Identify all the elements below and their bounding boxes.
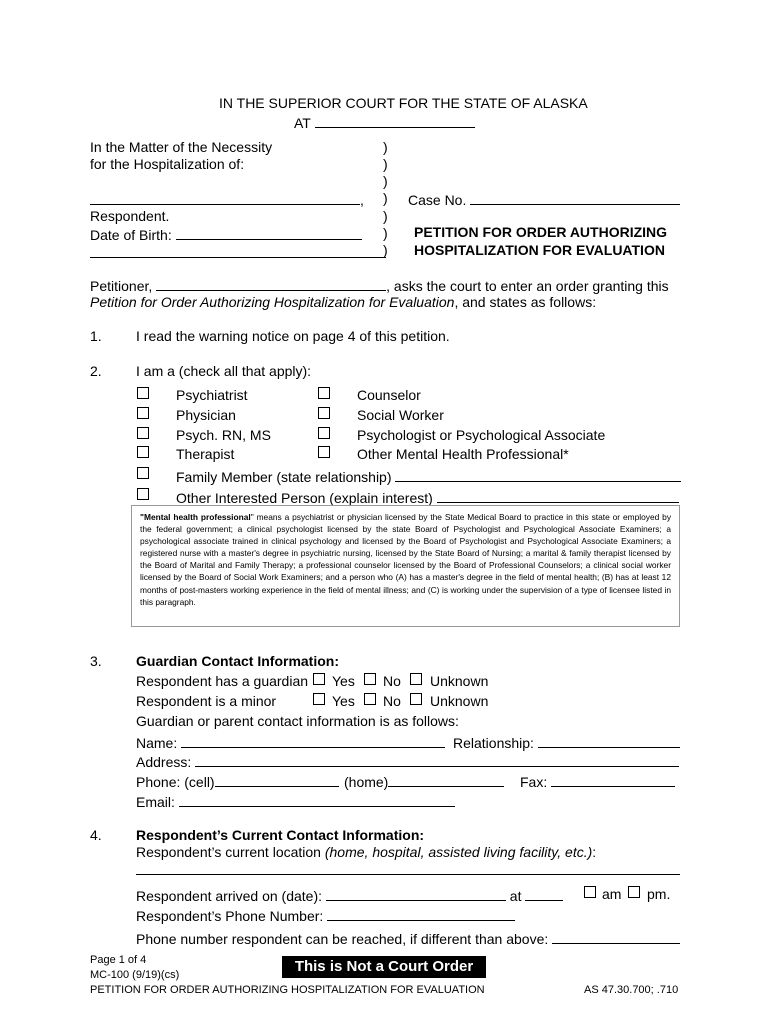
paren: ) [383,190,388,206]
guardian-unknown-checkbox[interactable] [410,673,422,685]
case-no-label: Case No. [408,192,467,208]
has-guardian-label: Respondent has a guardian [136,673,309,689]
item-4-number: 4. [90,827,102,843]
is-minor-label: Respondent is a minor [136,693,277,709]
dob-field[interactable] [176,225,362,240]
psych-rn-checkbox[interactable] [137,427,149,439]
minor-unknown-checkbox[interactable] [410,693,422,705]
respondent-name-field[interactable] [90,190,360,205]
respondent-location-field[interactable] [136,860,680,875]
guardian-email-field[interactable] [179,792,455,807]
arrived-date-field[interactable] [326,886,506,901]
paren: ) [383,139,388,155]
fax-label: Fax: [520,774,548,790]
guardian-phone-cell-row [136,772,339,790]
guardian-fax-field[interactable] [551,772,675,787]
paren: ) [383,242,388,258]
guardian-cell-field[interactable] [215,772,339,787]
phone-home-label: (home) [344,774,389,790]
document-title-2: HOSPITALIZATION FOR EVALUATION [414,242,665,258]
pm-checkbox[interactable] [628,886,640,898]
matter-line-2: for the Hospitalization of: [90,156,245,172]
guardian-address-row [136,752,679,770]
page-number: Page 1 of 4 [90,954,147,966]
location-label: Respondent’s current location [136,844,321,860]
other-professional-checkbox[interactable] [318,446,330,458]
respondent-label: Respondent. [90,208,170,224]
minor-yes-label: Yes [332,693,355,709]
option-physician: Physician [176,407,236,423]
phone-cell-label: Phone: (cell) [136,774,215,790]
relationship-row [453,733,680,751]
alt-phone-label: Phone number respondent can be reached, if different than above: [136,931,549,947]
option-psychiatrist: Psychiatrist [176,387,248,403]
caption-bottom-line [90,243,386,261]
pm-label: pm. [647,886,671,902]
case-no-row [408,190,680,208]
location-italic: (home, hospital, assisted living facility, etc.) [324,844,593,860]
item-3-number: 3. [90,653,102,669]
guardian-relationship-field[interactable] [538,733,680,748]
name-label: Name: [136,735,178,751]
option-social-worker: Social Worker [357,407,444,423]
guardian-unknown-label: Unknown [430,673,489,689]
alt-phone-field[interactable] [552,929,680,944]
paren: ) [383,173,388,189]
guardian-heading: Guardian Contact Information: [136,653,339,669]
address-label: Address: [136,754,192,770]
arrived-at-label: at [509,888,522,904]
option-family-member [176,467,681,485]
guardian-no-checkbox[interactable] [364,673,376,685]
minor-no-checkbox[interactable] [364,693,376,705]
paren: ) [383,208,388,224]
guardian-yes-checkbox[interactable] [313,673,325,685]
respondent-contact-heading: Respondent’s Current Contact Information: [136,827,425,843]
am-label: am [602,886,622,902]
definition-text: " means a psychiatrist or physician licensed by the State Medical Board to practice in this state or employed by the federal government; a clinical psychologist licensed by the state Board of Psychologist and Psychological Associate Examiners; a psychological associate trained in clinical psychology and licensed by the Board of Psychologist and Psychological Associate Examiners; a registered nurse with a master's degree in psychiatric nursing, licensed by the State Board of Nursing; a marital & family therapist licensed by the Board of Marital and Family Therapy; a professional counselor licensed by the Board of Professional Counselors; a clinical social worker licensed by the Board of Social Work Examiners; and a person who (A) has a master's degree in the field of mental health; (B) has at least 12 months of post-masters working experience in the field of mental illness; and (C) is working under the supervision of a type of licensee listed in this paragraph. [140,512,672,607]
guardian-phone-home-row [344,772,504,790]
social-worker-checkbox[interactable] [318,407,330,419]
relationship-label: Relationship: [453,735,534,751]
petitioner-name-field[interactable] [156,276,386,291]
guardian-home-field[interactable] [388,772,504,787]
email-label: Email: [136,794,175,810]
therapist-checkbox[interactable] [137,446,149,458]
option-counselor: Counselor [357,387,421,403]
statute-reference: AS 47.30.700; .710 [584,984,679,996]
at-label: AT [294,115,311,131]
court-location-field[interactable] [315,113,475,128]
guardian-email-row [136,792,455,810]
guardian-name-row [136,733,445,751]
caption-divider [90,243,386,258]
states-text: , and states as follows: [454,294,597,310]
family-relationship-field[interactable] [395,467,681,482]
matter-line-1: In the Matter of the Necessity [90,139,273,155]
arrived-time-field[interactable] [525,886,563,901]
family-member-checkbox[interactable] [137,467,149,479]
item-1-number: 1. [90,328,102,344]
petitioner-label: Petitioner, [90,278,153,294]
item-1-text: I read the warning notice on page 4 of this petition. [136,328,450,344]
other-interest-field[interactable] [437,488,679,503]
guardian-yes-label: Yes [332,673,355,689]
asks-text: , asks the court to enter an order granting this [386,278,669,294]
minor-unknown-label: Unknown [430,693,489,709]
guardian-address-field[interactable] [195,752,679,767]
item-2-text: I am a (check all that apply): [136,363,312,379]
other-person-label: Other Interested Person (explain interest) [176,490,433,506]
arrived-label: Respondent arrived on (date): [136,888,322,904]
counselor-checkbox[interactable] [318,387,330,399]
paren: ) [383,156,388,172]
guardian-fax-row [520,772,675,790]
respondent-name-row: , [90,190,364,208]
family-member-label: Family Member (state relationship) [176,469,392,485]
petition-states-row [90,294,596,310]
option-therapist: Therapist [176,446,235,462]
other-person-checkbox[interactable] [137,488,149,500]
dob-label: Date of Birth: [90,227,172,243]
option-other-professional: Other Mental Health Professional* [357,446,569,462]
court-location [294,113,475,131]
court-heading: IN THE SUPERIOR COURT FOR THE STATE OF ALASKA [219,95,588,111]
petition-italic: Petition for Order Authorizing Hospitalization for Evaluation [90,294,455,310]
option-psychologist: Psychologist or Psychological Associate [357,427,606,443]
arrived-row [136,886,563,904]
alt-phone-row [136,929,680,947]
option-other-person [176,488,679,506]
minor-no-label: No [383,693,401,709]
petitioner-row [90,276,669,294]
guardian-contact-intro: Guardian or parent contact information is as follows: [136,713,459,729]
minor-yes-checkbox[interactable] [313,693,325,705]
psychologist-checkbox[interactable] [318,427,330,439]
case-no-field[interactable] [470,190,680,205]
dob-row [90,225,362,243]
respondent-phone-label: Respondent’s Phone Number: [136,908,324,924]
option-psych-rn: Psych. RN, MS [176,427,271,443]
am-checkbox[interactable] [584,886,596,898]
physician-checkbox[interactable] [137,407,149,419]
respondent-location-row [136,860,680,878]
respondent-phone-field[interactable] [327,906,515,921]
location-colon: : [592,844,597,860]
respondent-location-label [136,844,596,860]
respondent-phone-row [136,906,515,924]
guardian-no-label: No [383,673,401,689]
guardian-name-field[interactable] [181,733,445,748]
document-title-1: PETITION FOR ORDER AUTHORIZING [414,224,668,240]
item-2-number: 2. [90,363,102,379]
paren: ) [383,225,388,241]
form-code: MC-100 (9/19)(cs) [90,969,180,981]
psychiatrist-checkbox[interactable] [137,387,149,399]
not-court-order-banner: This is Not a Court Order [282,956,486,978]
form-title-footer: PETITION FOR ORDER AUTHORIZING HOSPITALIZATION FOR EVALUATION [90,984,485,996]
definition-term: "Mental health professional [140,512,251,522]
mental-health-professional-definition [131,505,680,627]
